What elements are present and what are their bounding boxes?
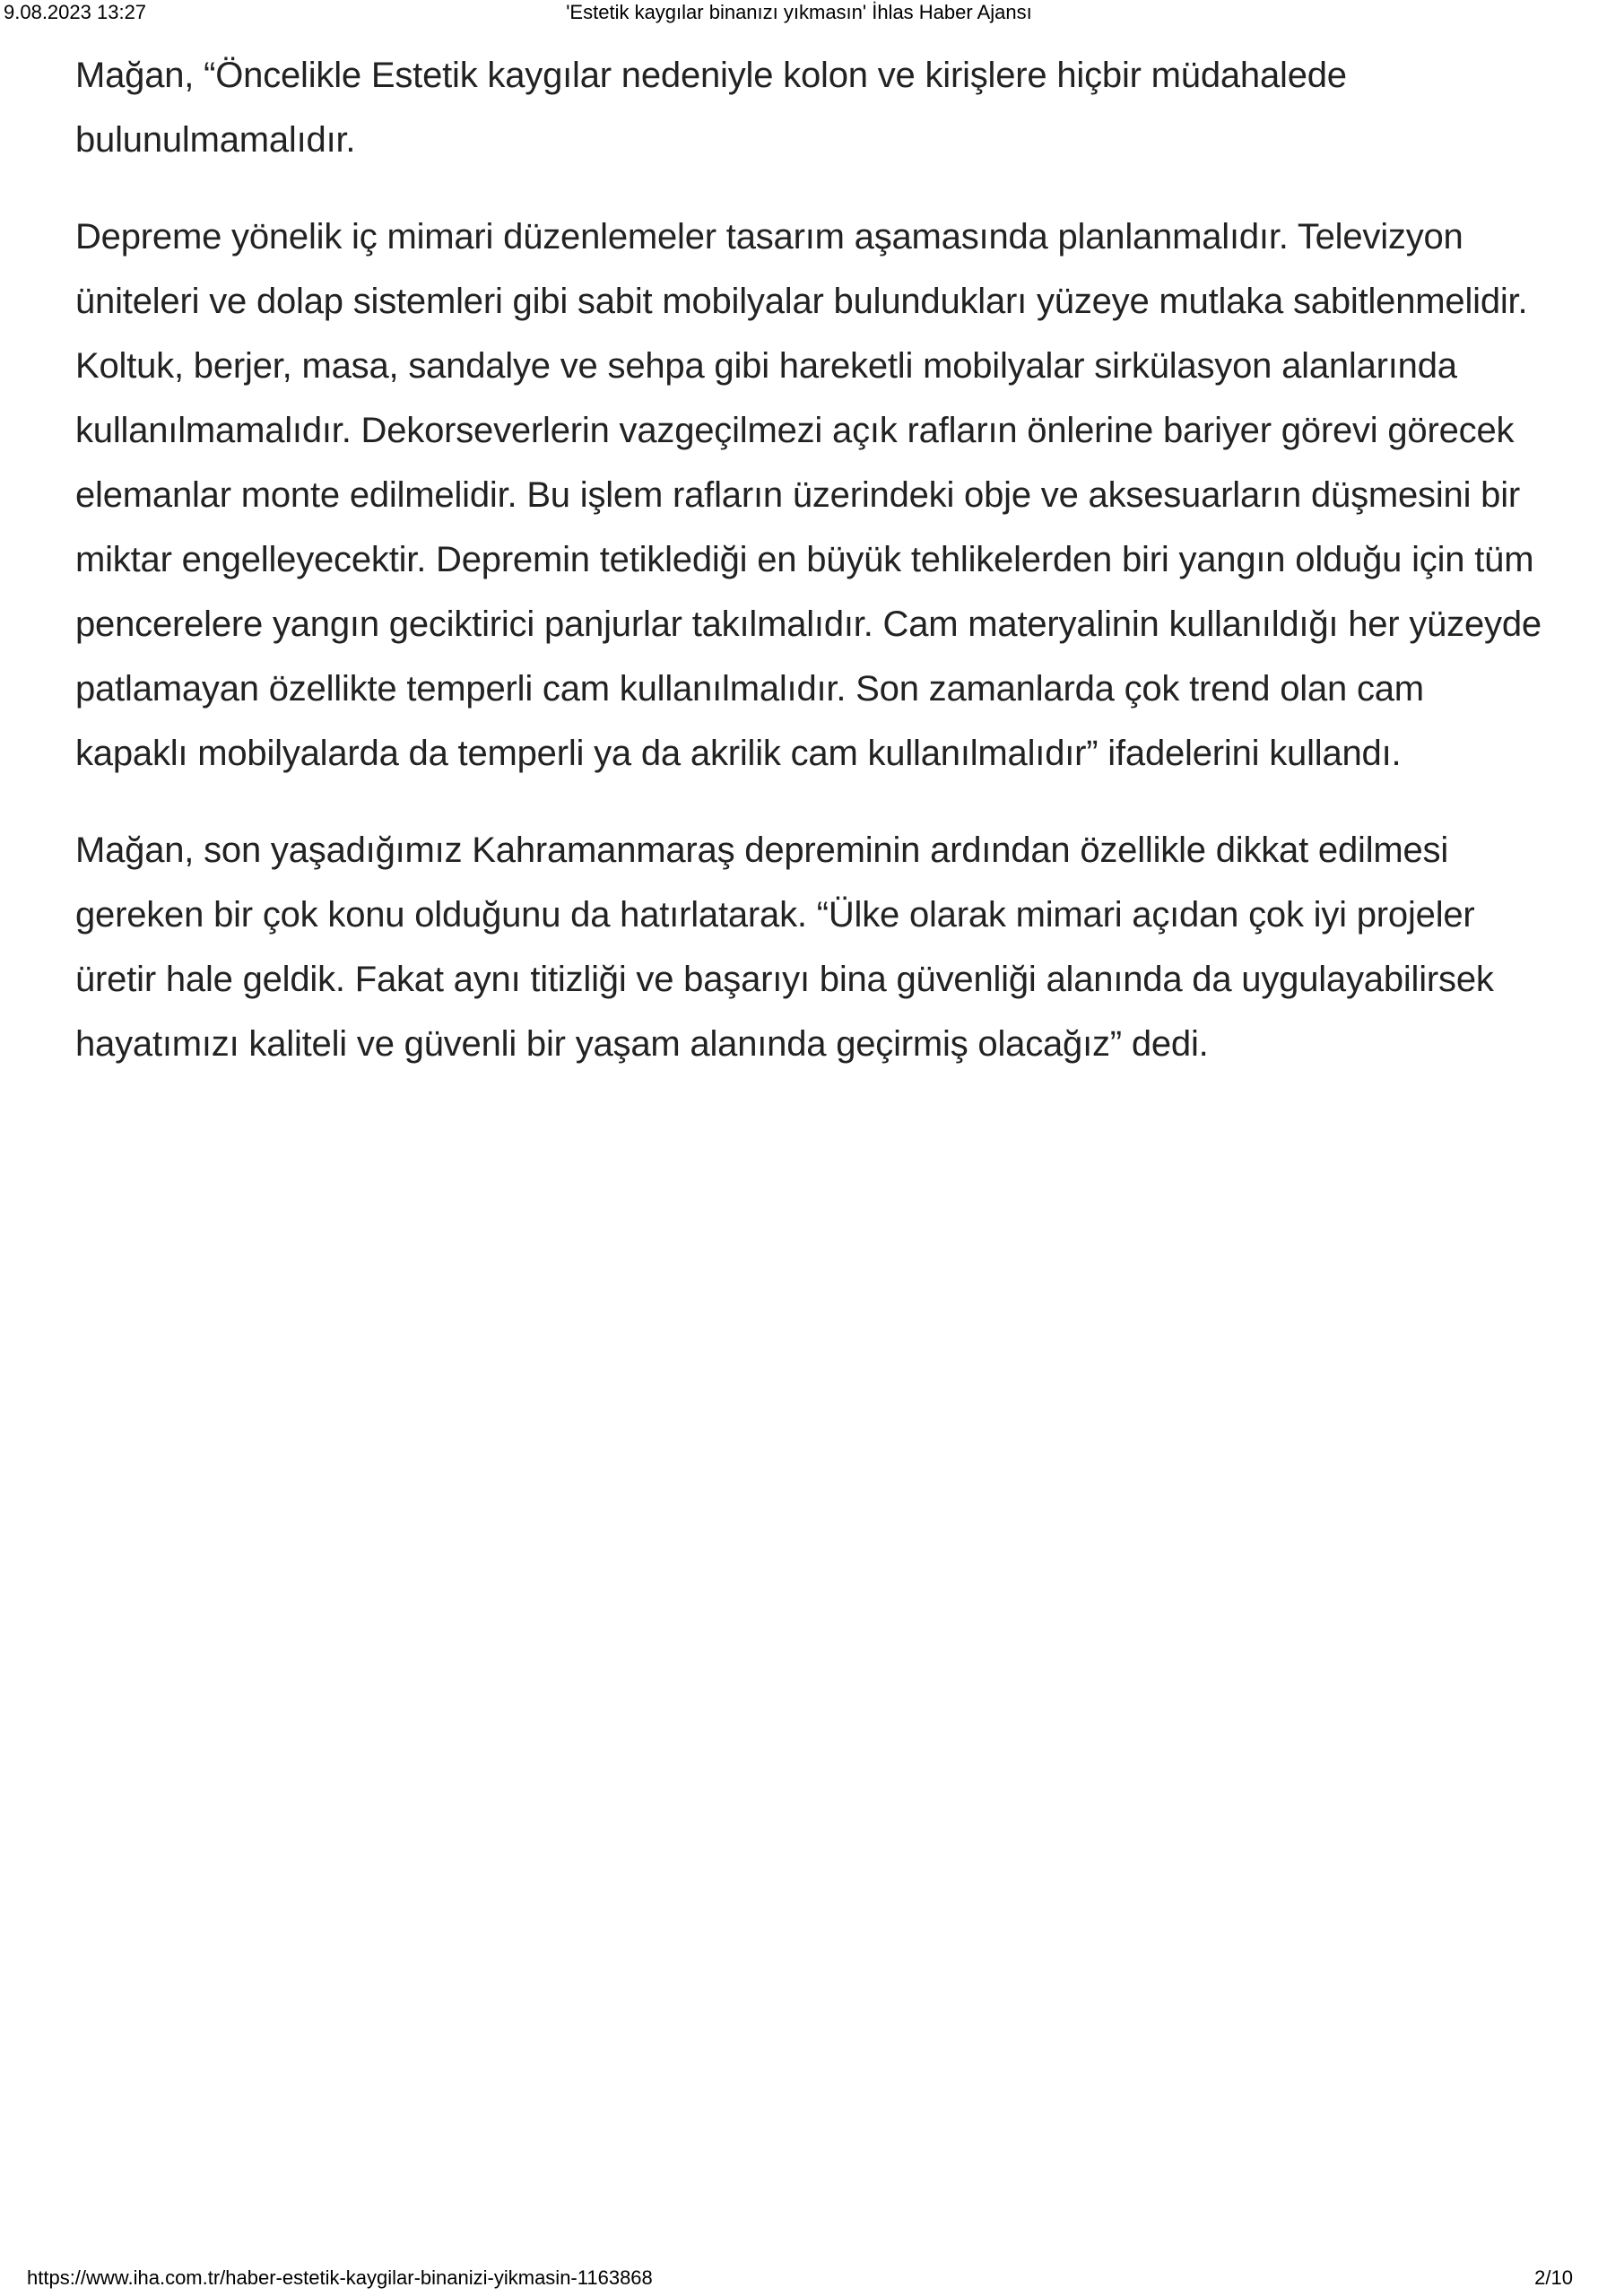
- page-number: 2/10: [1534, 2266, 1573, 2289]
- print-page-title: 'Estetik kaygılar binanızı yıkmasın' İhlas Haber Ajansı: [566, 1, 1032, 23]
- print-header: [0, 0, 1598, 27]
- article-paragraph-3: Mağan, son yaşadığımız Kahramanmaraş depreminin ardından özellikle dikkat edilmesi gereken bir çok konu olduğunu da hatırlatarak. “Ülke olarak mimari açıdan çok iyi projeler üretir hale geldik. Fakat aynı titizliği ve başarıyı bina güvenliği alanında da uygulayabilirsek hayatımızı kaliteli ve güvenli bir yaşam alanında geçirmiş olacağız” dedi.: [75, 831, 1494, 1064]
- article-body: [75, 43, 1546, 1109]
- print-footer: [0, 2266, 1598, 2296]
- article-paragraph-2: Depreme yönelik iç mimari düzenlemeler tasarım aşamasında planlanmalıdır. Televizyon üniteleri ve dolap sistemleri gibi sabit mobilyalar bulundukları yüzeye mutlaka sabitlenmelidir. Koltuk, berjer, masa, sandalye ve sehpa gibi hareketli mobilyalar sirkülasyon alanlarında kullanılmamalıdır. Dekorseverlerin vazgeçilmezi açık rafların önlerine bariyer görevi görecek elemanlar monte edilmelidir. Bu işlem rafların üzerindeki obje ve aksesuarların düşmesini bir miktar engelleyecektir. Depremin tetiklediği en büyük tehlikelerden biri yangın olduğu için tüm pencerelere yangın geciktirici panjurlar takılmalıdır. Cam materyalinin kullanıldığı her yüzeyde patlamayan özellikte temperli cam kullanılmalıdır. Son zamanlarda çok trend olan cam kapaklı mobilyalarda da temperli ya da akrilik cam kullanılmalıdır” ifadelerini kullandı.: [75, 217, 1542, 773]
- article-paragraph-1: Mağan, “Öncelikle Estetik kaygılar nedeniyle kolon ve kirişlere hiçbir müdahalede bulunulmamalıdır.: [75, 56, 1347, 160]
- print-datetime: 9.08.2023 13:27: [4, 1, 147, 23]
- page-url-link[interactable]: https://www.iha.com.tr/haber-estetik-kaygilar-binanizi-yikmasin-1163868: [27, 2266, 653, 2289]
